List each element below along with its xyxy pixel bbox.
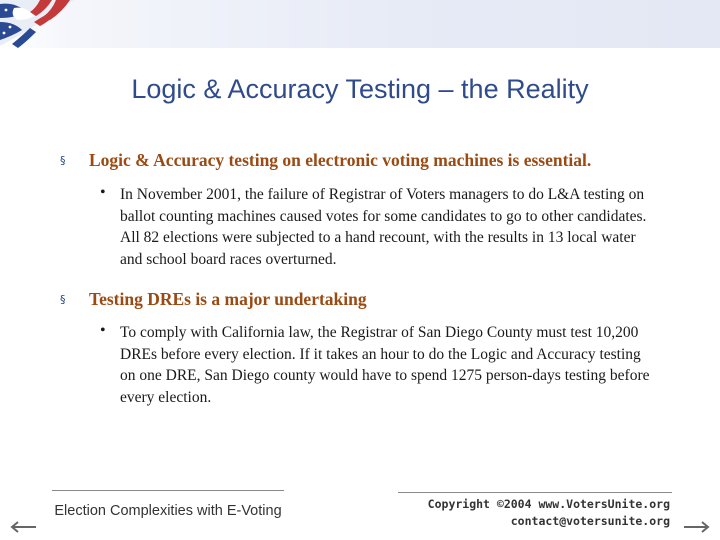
copyright-text: Copyright ©2004 www.VotersUnite.org <box>427 497 670 511</box>
footer-divider <box>398 492 672 493</box>
footer-copyright-block <box>398 496 670 530</box>
bullet-text: Logic & Accuracy testing on electronic voting machines is essential. <box>89 150 592 170</box>
flag-dove-logo-icon <box>0 0 80 48</box>
sub-bullet-marker: • <box>100 322 106 339</box>
sub-bullet-marker: • <box>100 184 106 201</box>
header-band <box>0 0 720 48</box>
slide-title: Logic & Accuracy Testing – the Reality <box>131 74 589 104</box>
arrow-right-icon[interactable] <box>682 520 712 534</box>
bullet-text: Testing DREs is a major undertaking <box>89 289 367 309</box>
bullet-marker: § <box>60 154 66 167</box>
sub-bullet-text: To comply with California law, the Registrar of San Diego County must test 10,200 DREs before every election. If it takes an hour to do the Logic and Accuracy testing on one DRE, San Diego county would have to spend 1275 person-days testing before every election. <box>120 324 650 406</box>
bullet-marker: § <box>60 293 66 306</box>
contact-email: contact@votersunite.org <box>510 514 670 528</box>
footer-title: Election Complexities with E-Voting <box>54 503 282 519</box>
footer-divider <box>52 490 284 491</box>
arrow-left-icon[interactable] <box>8 520 38 534</box>
sub-bullet-text: In November 2001, the failure of Registrar of Voters managers to do L&A testing on ballot counting machines caused votes for some candidates to go to other candidates. All 82 elections were subjected to a hand recount, with the results in 13 local water and school board races overturned. <box>120 186 647 268</box>
